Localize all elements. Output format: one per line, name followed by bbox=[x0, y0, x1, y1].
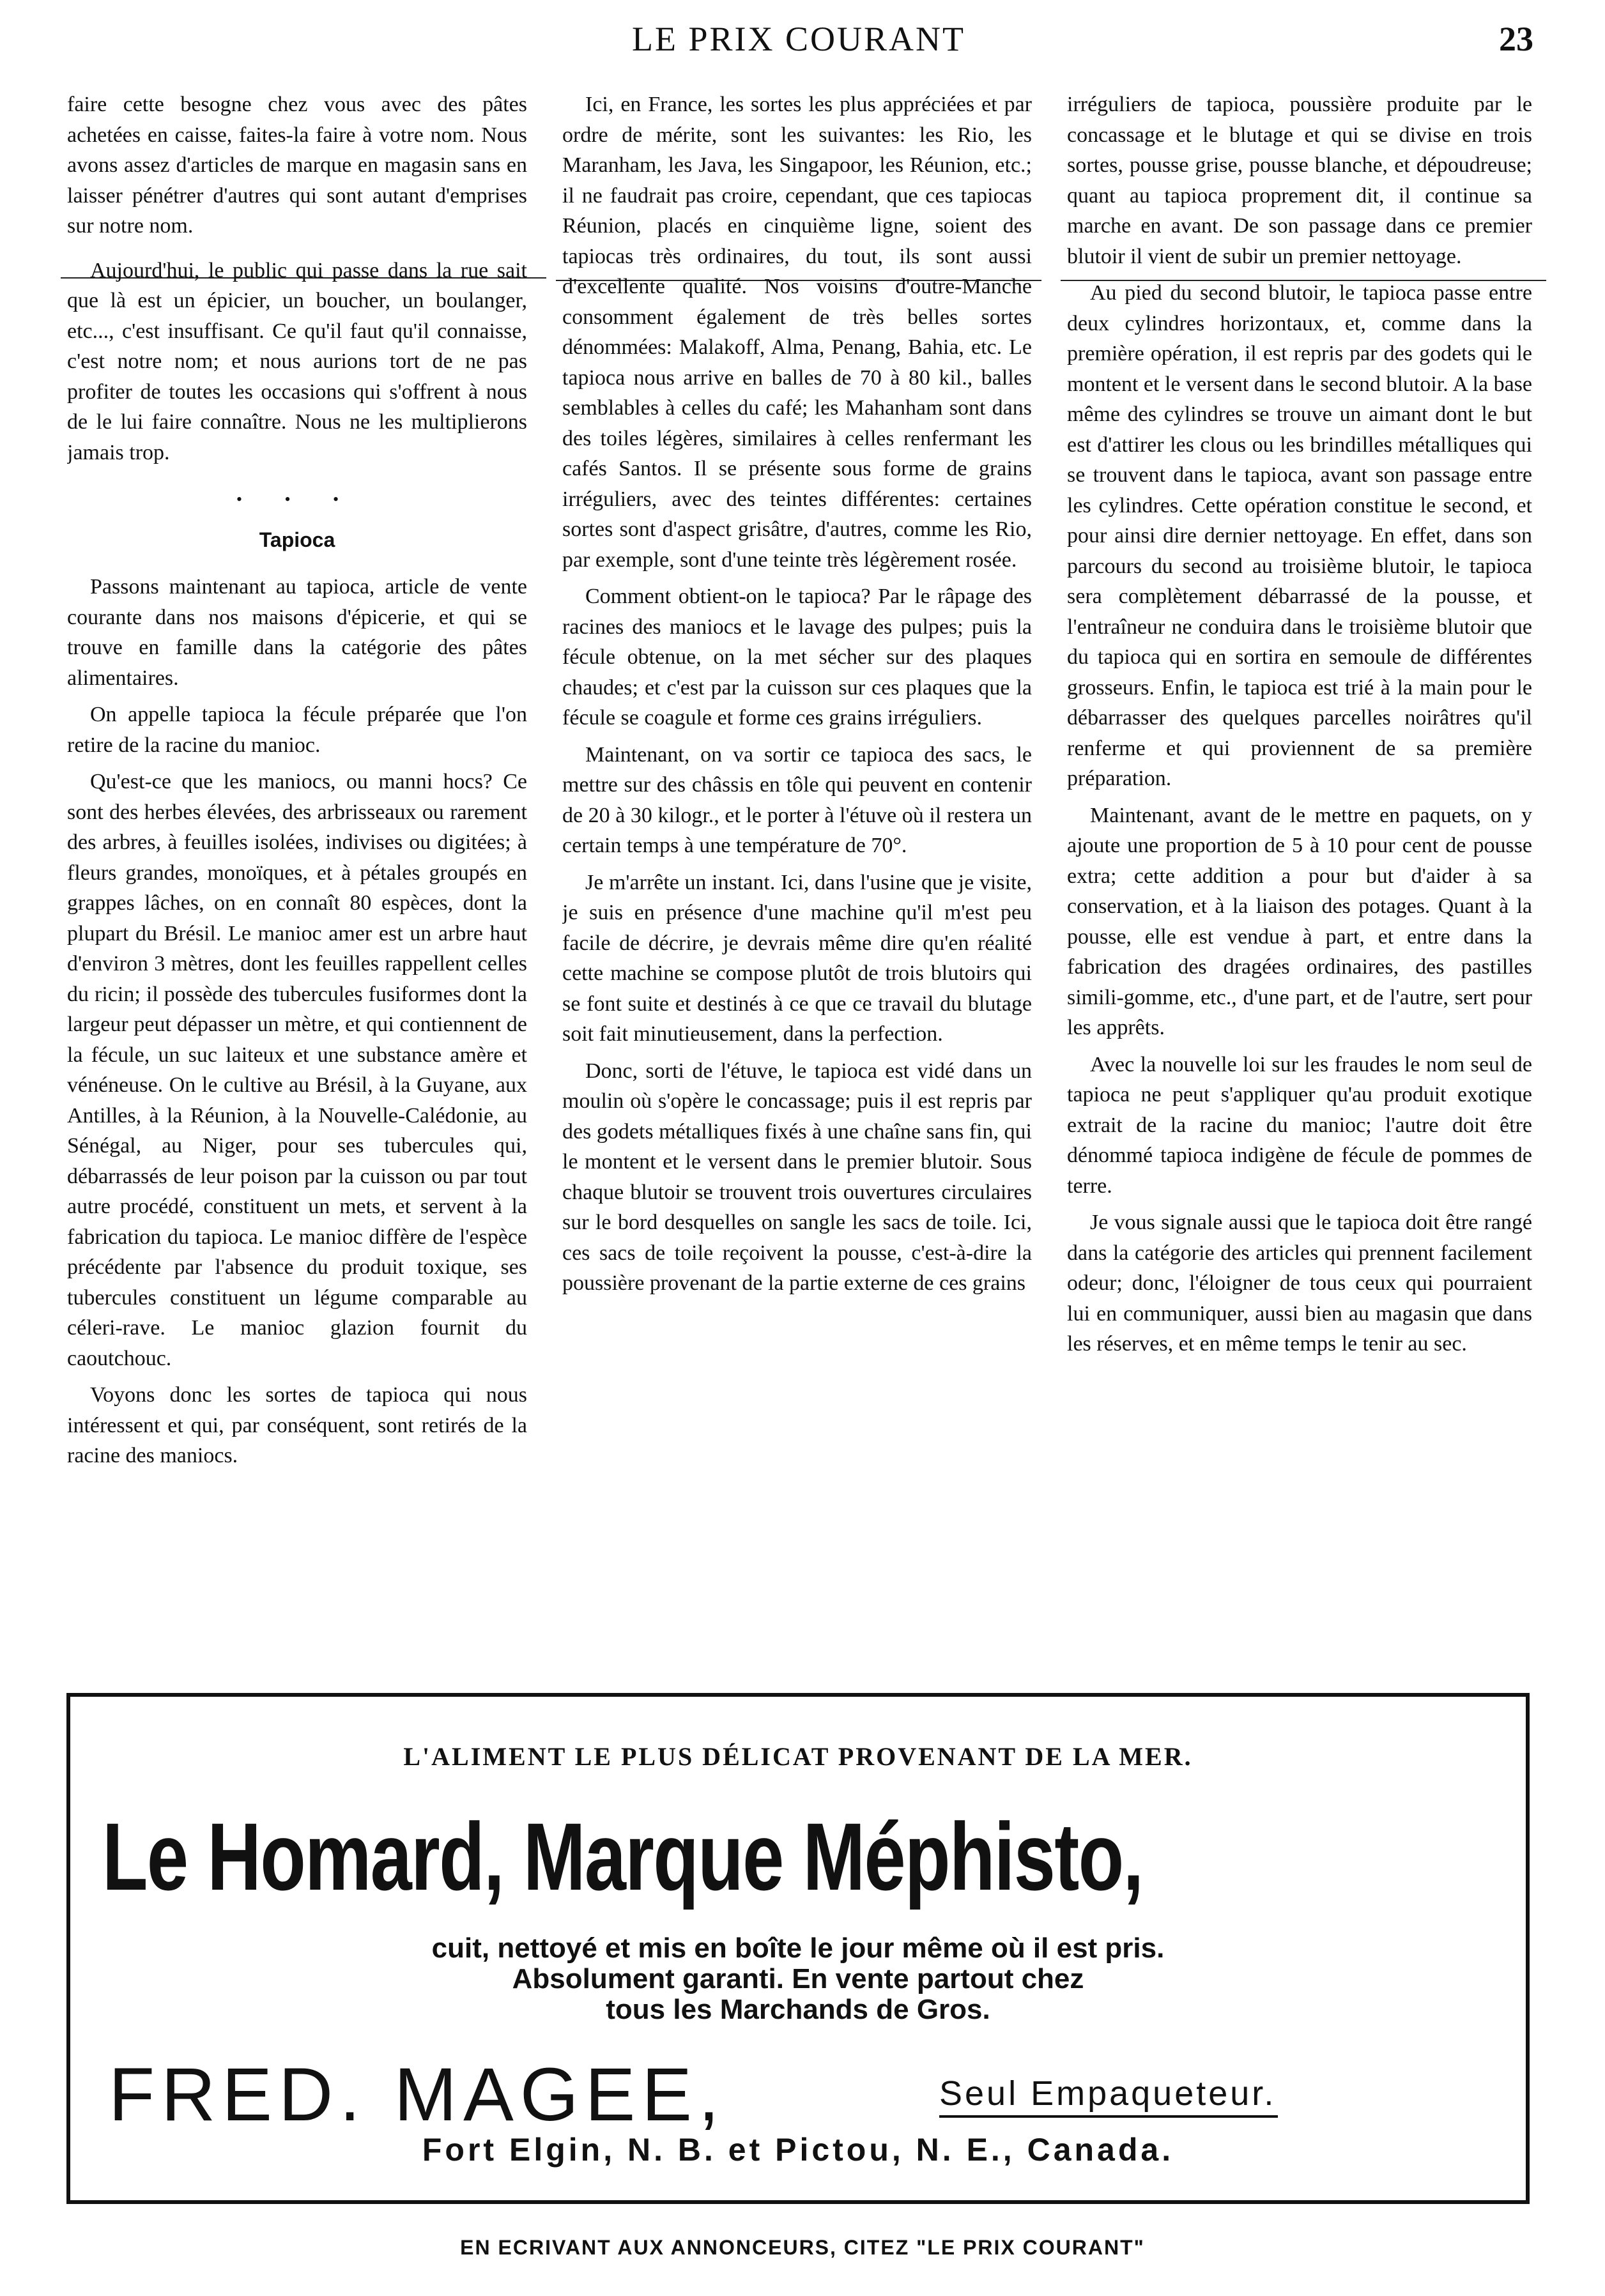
column-3-paragraph-4: Avec la nouvelle loi sur les fraudes le nom seul de tapioca ne peut s'appliquer qu'au produit exotique extrait de la racine du manioc; l'autre doit être dénommé tapioca indigène de fécule de pommes de terre. bbox=[1067, 1052, 1532, 1198]
column-2-paragraph-4: Je m'arrête un instant. Ici, dans l'usine que je visite, je suis en présence d'une machine qu'il m'est peu facile de décrire, je devrais même dire qu'en réalité cette machine se compose plutôt de trois blutoirs qui se font suite et destinés à ce que ce travail du blutage soit fait minutieusement, dans la perfection. bbox=[562, 870, 1032, 1046]
column-2-paragraph-3: Maintenant, on va sortir ce tapioca des sacs, le mettre sur des châssis en tôle qui peuvent en contenir de 20 à 30 kilogr., et le porter à l'étuve où il restera un certain temps à une température de 70°. bbox=[562, 742, 1032, 857]
article-column-2 bbox=[562, 89, 1032, 1667]
article-column-3 bbox=[1067, 89, 1532, 1667]
ad-company-role: Seul Empaqueteur. bbox=[939, 2074, 1277, 2113]
advertisement-box bbox=[66, 1693, 1530, 2204]
running-title: LE PRIX COURANT bbox=[631, 20, 965, 58]
ad-headline: Le Homard, Marque Méphisto, bbox=[102, 1803, 1143, 1910]
tapioca-paragraph-4: Voyons donc les sortes de tapioca qui nous intéressent et qui, par conséquent, sont retirés de la racine des maniocs. bbox=[67, 1383, 527, 1467]
ad-body bbox=[70, 1933, 1526, 2025]
ad-tagline: L'ALIMENT LE PLUS DÉLICAT PROVENANT DE LA MER. bbox=[403, 1742, 1193, 1771]
tapioca-paragraph-3: Qu'est-ce que les maniocs, ou manni hocs? Ce sont des herbes élevées, des arbrisseaux ou rarement des arbres, à feuilles isolées, indivises ou digitées; à fleurs grandes, monoïques, et à pétales groupés en grappes lâches, on en connaît 80 espèces, dont la plupart du Brésil. Le manioc amer est un arbre haut d'environ 3 mètres, dont les feuilles rappellent celles du ricin; il possède des tubercules fusiformes dont la largeur peut dépasser un mètre, et qui contiennent de la fécule, un suc laiteux et une substance amère et vénéneuse. On le cultive au Brésil, à la Guyane, aux Antilles, à la Réunion, à la Nouvelle-Calédonie, au Sénégal, au Niger, pour ses tubercules qui, débarrassés de leur poison par la cuisson ou par tout autre procédé, constituent un mets, et servent à la fabrication du tapioca. Le manioc diffère de l'espèce précédente par l'absence du produit toxique, ses tubercules constituent un légume comparable au céleri-rave. Le manioc glazion fournit du caoutchouc. bbox=[67, 770, 527, 1370]
column-1-paragraph-1: faire cette besogne chez vous avec des pâtes achetées en caisse, faites-la faire à votre nom. Nous avons assez d'articles de marque en magasin sans en laisser pénétrer d'autres qui sont autant d'emprises sur notre nom. bbox=[67, 93, 527, 238]
article-column-1 bbox=[67, 89, 527, 1667]
column-3-paragraph-2: Au pied du second blutoir, le tapioca passe entre deux cylindres horizontaux, et, comme dans la première opération, il est repris par des godets qui le montent et le versent dans le second blutoir. A la base même des cylindres se trouve un aimant dont le but est d'attirer les clous ou les brindilles métalliques qui se trouvent dans le tapioca, avant son passage entre les cylindres. Cette opération constitue le second, et pour ainsi dire dernier nettoyage. En effet, dans son parcours du second au troisième blutoir, le tapioca sera complètement débarrassé de la pousse, et l'entraîneur ne conduira dans le troisième blutoir que du tapioca qui en sortira en semoule de différentes grosseurs. Enfin, le tapioca est trié à la main pour le débarrasser des quelques parcelles noirâtres qu'il renferme et qui proviennent de sa première préparation. bbox=[1067, 281, 1532, 790]
column-2-paragraph-5: Donc, sorti de l'étuve, le tapioca est vidé dans un moulin où s'opère le concassage; puis il est repris par des godets métalliques fixés à une chaîne sans fin, qui le montent et le versent dans le premier blutoir. Sous chaque blutoir se trouvent trois ouvertures circulaires sur le bord desquelles on sangle les sacs de toile. Ici, ces sacs de toile reçoivent la pousse, c'est-à-dire la poussière provenant de la partie externe de ces grains bbox=[562, 1059, 1032, 1295]
ad-body-line-3: tous les Marchands de Gros. bbox=[606, 1994, 990, 2025]
tapioca-paragraph-1: Passons maintenant au tapioca, article de vente courante dans nos maisons d'épicerie, et qui se trouve en famille dans la catégorie des pâtes alimentaires. bbox=[67, 575, 527, 690]
column-3-paragraph-1: irréguliers de tapioca, poussière produite par le concassage et le blutage et qui se divise en trois sortes, pousse grise, pousse blanche, et dépoudreuse; quant au tapioca proprement dit, il continue sa marche en avant. De son passage dans ce premier blutoir il vient de subir un premier nettoyage. bbox=[1067, 93, 1532, 268]
page-header bbox=[64, 19, 1533, 64]
column-1-paragraph-2: Aujourd'hui, le public qui passe dans la rue sait que là est un épicier, un boucher, un boulanger, etc..., c'est insuffisant. Ce qu'il faut qu'il connaisse, c'est notre nom; et nous aurions tort de ne pas profiter de toutes les occasions qui s'offrent à nous de le lui faire connaître. Nous ne les multiplierons jamais trop. bbox=[67, 258, 527, 464]
column-3-paragraph-3: Maintenant, avant de le mettre en paquets, on y ajoute une proportion de 5 à 10 pour cent de pousse extra; cette addition a pour but d'aider à sa conservation, et à la liaison des potages. Quant à la pousse, elle est vendue à part, et entre dans la fabrication des dragées ordinaires, des pastilles simili-gomme, etc., d'une part, et de l'autre, sert pour les apprêts. bbox=[1067, 803, 1532, 1039]
section-title: Tapioca bbox=[259, 528, 335, 551]
column-3-paragraph-5: Je vous signale aussi que le tapioca doit être rangé dans la catégorie des articles qui prennent facilement odeur; donc, l'éloigner de tous ceux qui pourraient lui en communiquer, aussi bien au magasin que dans les réserves, et en même temps le tenir au sec. bbox=[1067, 1211, 1532, 1356]
footer-note: EN ECRIVANT AUX ANNONCEURS, CITEZ "LE PRIX COURANT" bbox=[460, 2236, 1145, 2259]
ad-body-line-2: Absolument garanti. En vente partout chez bbox=[512, 1963, 1084, 1994]
ad-company-name: FRED. MAGEE, bbox=[109, 2053, 726, 2137]
ad-role-underline bbox=[939, 2115, 1278, 2118]
column-2-paragraph-1: Ici, en France, les sortes les plus appréciées et par ordre de mérite, sont les suivantes: les Rio, les Maranham, les Java, les Singapoor, les Réunion, etc.; il ne faudrait pas croire, cependant, que ces tapiocas Réunion, placés en cinquième ligne, soient des tapiocas très ordinaires, du tout, ils sont aussi d'excellente qualité. Nos voisins d'outre-Manche consomment également de très belles sortes dénommées: Malakoff, Alma, Penang, Bahia, etc. Le tapioca nous arrive en balles de 70 à 80 kil., balles semblables à celles du café; les Mahanham sont dans des toiles légères, similaires à celles renfermant les cafés Santos. Il se présente sous forme de grains irréguliers, avec des teintes différentes: certaines sortes sont d'aspect grisâtre, d'autres, comme les Rio, par exemple, sont d'une teinte très légèrement rosée. bbox=[562, 93, 1032, 572]
section-separator: • • • bbox=[236, 490, 358, 509]
tapioca-paragraph-2: On appelle tapioca la fécule préparée que l'on retire de la racine du manioc. bbox=[67, 703, 527, 757]
ad-body-line-1: cuit, nettoyé et mis en boîte le jour même où il est pris. bbox=[431, 1932, 1165, 1964]
column-2-paragraph-2: Comment obtient-on le tapioca? Par le râpage des racines des maniocs et le lavage des pulpes; puis la fécule obtenue, on la met sécher sur des plaques chaudes; et c'est par la cuisson sur ces plaques que la fécule se coagule et forme ces grains irréguliers. bbox=[562, 585, 1032, 730]
ad-address: Fort Elgin, N. B. et Pictou, N. E., Canada. bbox=[422, 2132, 1174, 2168]
page-number: 23 bbox=[1499, 20, 1533, 58]
